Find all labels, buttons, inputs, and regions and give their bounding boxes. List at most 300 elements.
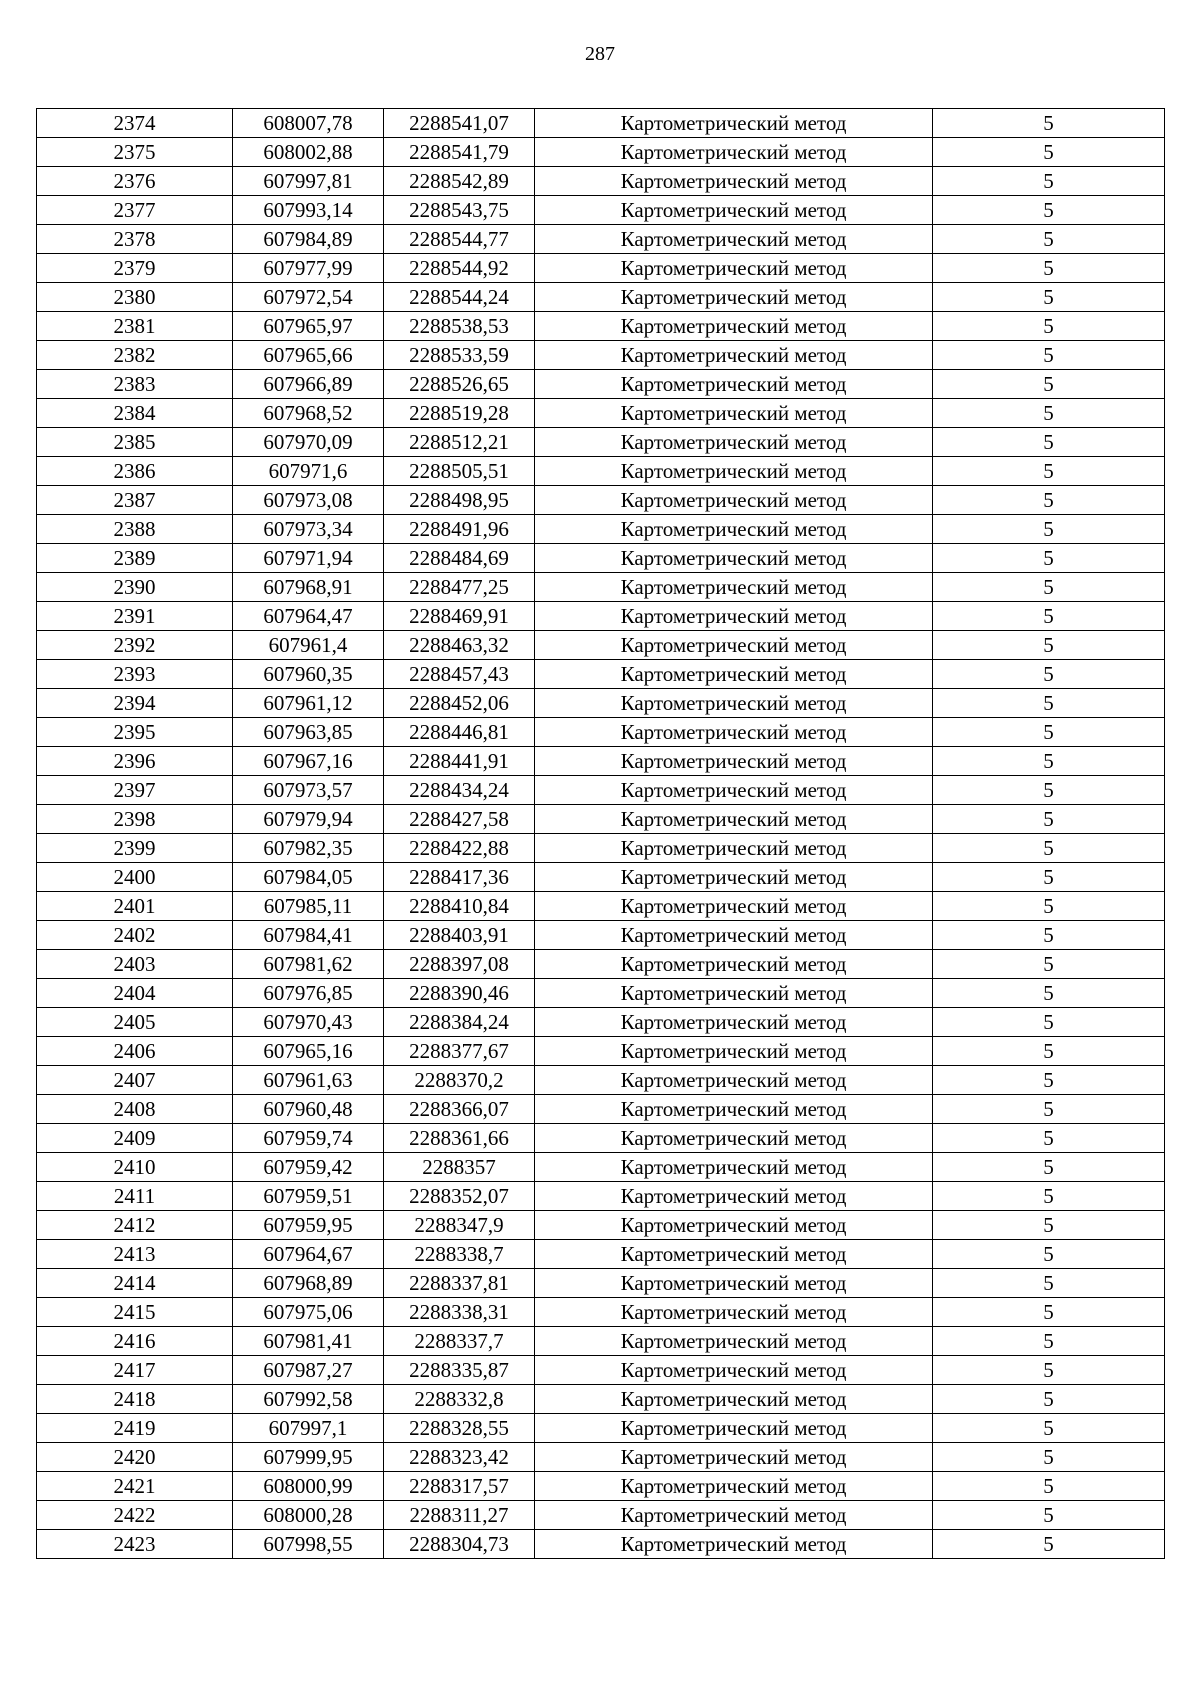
accuracy-cell: 5	[933, 689, 1165, 718]
table-row	[37, 602, 1165, 631]
y-coordinate-cell: 2288390,46	[384, 979, 535, 1008]
table-row	[37, 1037, 1165, 1066]
accuracy-cell: 5	[933, 457, 1165, 486]
method-cell: Картометрический метод	[535, 486, 933, 515]
method-cell: Картометрический метод	[535, 689, 933, 718]
point-number-cell: 2392	[37, 631, 233, 660]
point-number-cell: 2405	[37, 1008, 233, 1037]
point-number-cell: 2391	[37, 602, 233, 631]
table-row	[37, 341, 1165, 370]
table-row	[37, 689, 1165, 718]
method-cell: Картометрический метод	[535, 892, 933, 921]
accuracy-cell: 5	[933, 428, 1165, 457]
point-number-cell: 2394	[37, 689, 233, 718]
x-coordinate-cell: 607993,14	[233, 196, 384, 225]
accuracy-cell: 5	[933, 341, 1165, 370]
method-cell: Картометрический метод	[535, 1124, 933, 1153]
method-cell: Картометрический метод	[535, 1472, 933, 1501]
y-coordinate-cell: 2288544,24	[384, 283, 535, 312]
accuracy-cell: 5	[933, 399, 1165, 428]
point-number-cell: 2389	[37, 544, 233, 573]
method-cell: Картометрический метод	[535, 283, 933, 312]
method-cell: Картометрический метод	[535, 602, 933, 631]
point-number-cell: 2384	[37, 399, 233, 428]
table-row	[37, 950, 1165, 979]
x-coordinate-cell: 607998,55	[233, 1530, 384, 1559]
y-coordinate-cell: 2288512,21	[384, 428, 535, 457]
point-number-cell: 2419	[37, 1414, 233, 1443]
point-number-cell: 2380	[37, 283, 233, 312]
y-coordinate-cell: 2288544,92	[384, 254, 535, 283]
point-number-cell: 2399	[37, 834, 233, 863]
point-number-cell: 2398	[37, 805, 233, 834]
accuracy-cell: 5	[933, 1501, 1165, 1530]
point-number-cell: 2396	[37, 747, 233, 776]
y-coordinate-cell: 2288338,7	[384, 1240, 535, 1269]
x-coordinate-cell: 608000,99	[233, 1472, 384, 1501]
table-row	[37, 283, 1165, 312]
x-coordinate-cell: 607961,63	[233, 1066, 384, 1095]
y-coordinate-cell: 2288337,81	[384, 1269, 535, 1298]
table-row	[37, 457, 1165, 486]
accuracy-cell: 5	[933, 1443, 1165, 1472]
y-coordinate-cell: 2288538,53	[384, 312, 535, 341]
y-coordinate-cell: 2288544,77	[384, 225, 535, 254]
x-coordinate-cell: 607981,62	[233, 950, 384, 979]
y-coordinate-cell: 2288491,96	[384, 515, 535, 544]
table-row	[37, 892, 1165, 921]
y-coordinate-cell: 2288361,66	[384, 1124, 535, 1153]
accuracy-cell: 5	[933, 805, 1165, 834]
method-cell: Картометрический метод	[535, 109, 933, 138]
table-row	[37, 1269, 1165, 1298]
method-cell: Картометрический метод	[535, 1240, 933, 1269]
table-row	[37, 109, 1165, 138]
point-number-cell: 2415	[37, 1298, 233, 1327]
accuracy-cell: 5	[933, 1066, 1165, 1095]
point-number-cell: 2407	[37, 1066, 233, 1095]
y-coordinate-cell: 2288417,36	[384, 863, 535, 892]
table-row	[37, 196, 1165, 225]
point-number-cell: 2421	[37, 1472, 233, 1501]
x-coordinate-cell: 607968,89	[233, 1269, 384, 1298]
accuracy-cell: 5	[933, 515, 1165, 544]
x-coordinate-cell: 607992,58	[233, 1385, 384, 1414]
y-coordinate-cell: 2288328,55	[384, 1414, 535, 1443]
x-coordinate-cell: 607982,35	[233, 834, 384, 863]
method-cell: Картометрический метод	[535, 1356, 933, 1385]
table-row	[37, 254, 1165, 283]
page-number: 287	[585, 43, 615, 65]
table-row	[37, 863, 1165, 892]
point-number-cell: 2414	[37, 1269, 233, 1298]
x-coordinate-cell: 607965,66	[233, 341, 384, 370]
point-number-cell: 2381	[37, 312, 233, 341]
accuracy-cell: 5	[933, 1356, 1165, 1385]
accuracy-cell: 5	[933, 167, 1165, 196]
y-coordinate-cell: 2288541,79	[384, 138, 535, 167]
method-cell: Картометрический метод	[535, 225, 933, 254]
x-coordinate-cell: 607997,1	[233, 1414, 384, 1443]
table-row	[37, 1298, 1165, 1327]
y-coordinate-cell: 2288422,88	[384, 834, 535, 863]
method-cell: Картометрический метод	[535, 979, 933, 1008]
table-row	[37, 1095, 1165, 1124]
point-number-cell: 2379	[37, 254, 233, 283]
table-row	[37, 312, 1165, 341]
x-coordinate-cell: 607959,42	[233, 1153, 384, 1182]
point-number-cell: 2387	[37, 486, 233, 515]
table-row	[37, 631, 1165, 660]
y-coordinate-cell: 2288519,28	[384, 399, 535, 428]
point-number-cell: 2386	[37, 457, 233, 486]
point-number-cell: 2378	[37, 225, 233, 254]
method-cell: Картометрический метод	[535, 1414, 933, 1443]
accuracy-cell: 5	[933, 1124, 1165, 1153]
method-cell: Картометрический метод	[535, 573, 933, 602]
table-row	[37, 747, 1165, 776]
x-coordinate-cell: 607970,43	[233, 1008, 384, 1037]
table-row	[37, 1211, 1165, 1240]
x-coordinate-cell: 607961,4	[233, 631, 384, 660]
method-cell: Картометрический метод	[535, 196, 933, 225]
accuracy-cell: 5	[933, 1414, 1165, 1443]
method-cell: Картометрический метод	[535, 1298, 933, 1327]
x-coordinate-cell: 607968,52	[233, 399, 384, 428]
point-number-cell: 2417	[37, 1356, 233, 1385]
method-cell: Картометрический метод	[535, 1095, 933, 1124]
accuracy-cell: 5	[933, 1385, 1165, 1414]
table-row	[37, 573, 1165, 602]
x-coordinate-cell: 607971,6	[233, 457, 384, 486]
y-coordinate-cell: 2288410,84	[384, 892, 535, 921]
point-number-cell: 2409	[37, 1124, 233, 1153]
point-number-cell: 2403	[37, 950, 233, 979]
table-row	[37, 544, 1165, 573]
point-number-cell: 2410	[37, 1153, 233, 1182]
x-coordinate-cell: 608002,88	[233, 138, 384, 167]
accuracy-cell: 5	[933, 1037, 1165, 1066]
method-cell: Картометрический метод	[535, 631, 933, 660]
method-cell: Картометрический метод	[535, 1443, 933, 1472]
accuracy-cell: 5	[933, 138, 1165, 167]
y-coordinate-cell: 2288347,9	[384, 1211, 535, 1240]
table-row	[37, 399, 1165, 428]
method-cell: Картометрический метод	[535, 1327, 933, 1356]
y-coordinate-cell: 2288427,58	[384, 805, 535, 834]
point-number-cell: 2382	[37, 341, 233, 370]
y-coordinate-cell: 2288403,91	[384, 921, 535, 950]
point-number-cell: 2388	[37, 515, 233, 544]
table-row	[37, 776, 1165, 805]
accuracy-cell: 5	[933, 1327, 1165, 1356]
x-coordinate-cell: 607966,89	[233, 370, 384, 399]
method-cell: Картометрический метод	[535, 950, 933, 979]
method-cell: Картометрический метод	[535, 370, 933, 399]
x-coordinate-cell: 607984,89	[233, 225, 384, 254]
x-coordinate-cell: 607971,94	[233, 544, 384, 573]
accuracy-cell: 5	[933, 950, 1165, 979]
method-cell: Картометрический метод	[535, 776, 933, 805]
point-number-cell: 2390	[37, 573, 233, 602]
accuracy-cell: 5	[933, 979, 1165, 1008]
y-coordinate-cell: 2288541,07	[384, 109, 535, 138]
point-number-cell: 2395	[37, 718, 233, 747]
y-coordinate-cell: 2288533,59	[384, 341, 535, 370]
y-coordinate-cell: 2288335,87	[384, 1356, 535, 1385]
y-coordinate-cell: 2288452,06	[384, 689, 535, 718]
x-coordinate-cell: 607960,48	[233, 1095, 384, 1124]
y-coordinate-cell: 2288366,07	[384, 1095, 535, 1124]
accuracy-cell: 5	[933, 1472, 1165, 1501]
y-coordinate-cell: 2288446,81	[384, 718, 535, 747]
method-cell: Картометрический метод	[535, 428, 933, 457]
accuracy-cell: 5	[933, 1095, 1165, 1124]
table-row	[37, 138, 1165, 167]
x-coordinate-cell: 607959,51	[233, 1182, 384, 1211]
table-row	[37, 1240, 1165, 1269]
accuracy-cell: 5	[933, 1153, 1165, 1182]
method-cell: Картометрический метод	[535, 341, 933, 370]
point-number-cell: 2411	[37, 1182, 233, 1211]
method-cell: Картометрический метод	[535, 1066, 933, 1095]
y-coordinate-cell: 2288441,91	[384, 747, 535, 776]
accuracy-cell: 5	[933, 312, 1165, 341]
x-coordinate-cell: 607977,99	[233, 254, 384, 283]
method-cell: Картометрический метод	[535, 1211, 933, 1240]
y-coordinate-cell: 2288542,89	[384, 167, 535, 196]
y-coordinate-cell: 2288384,24	[384, 1008, 535, 1037]
x-coordinate-cell: 607961,12	[233, 689, 384, 718]
table-row	[37, 486, 1165, 515]
point-number-cell: 2420	[37, 1443, 233, 1472]
y-coordinate-cell: 2288543,75	[384, 196, 535, 225]
x-coordinate-cell: 607973,08	[233, 486, 384, 515]
method-cell: Картометрический метод	[535, 312, 933, 341]
x-coordinate-cell: 607975,06	[233, 1298, 384, 1327]
accuracy-cell: 5	[933, 1182, 1165, 1211]
point-number-cell: 2413	[37, 1240, 233, 1269]
accuracy-cell: 5	[933, 602, 1165, 631]
x-coordinate-cell: 607965,16	[233, 1037, 384, 1066]
x-coordinate-cell: 607964,47	[233, 602, 384, 631]
table-row	[37, 225, 1165, 254]
accuracy-cell: 5	[933, 1530, 1165, 1559]
method-cell: Картометрический метод	[535, 834, 933, 863]
accuracy-cell: 5	[933, 863, 1165, 892]
accuracy-cell: 5	[933, 1269, 1165, 1298]
point-number-cell: 2422	[37, 1501, 233, 1530]
point-number-cell: 2402	[37, 921, 233, 950]
accuracy-cell: 5	[933, 1008, 1165, 1037]
x-coordinate-cell: 607984,41	[233, 921, 384, 950]
point-number-cell: 2408	[37, 1095, 233, 1124]
table-row	[37, 1356, 1165, 1385]
y-coordinate-cell: 2288337,7	[384, 1327, 535, 1356]
accuracy-cell: 5	[933, 225, 1165, 254]
y-coordinate-cell: 2288332,8	[384, 1385, 535, 1414]
method-cell: Картометрический метод	[535, 660, 933, 689]
point-number-cell: 2406	[37, 1037, 233, 1066]
table-row	[37, 805, 1165, 834]
table-row	[37, 1443, 1165, 1472]
method-cell: Картометрический метод	[535, 1182, 933, 1211]
accuracy-cell: 5	[933, 1240, 1165, 1269]
point-number-cell: 2375	[37, 138, 233, 167]
y-coordinate-cell: 2288377,67	[384, 1037, 535, 1066]
y-coordinate-cell: 2288317,57	[384, 1472, 535, 1501]
y-coordinate-cell: 2288498,95	[384, 486, 535, 515]
method-cell: Картометрический метод	[535, 515, 933, 544]
accuracy-cell: 5	[933, 254, 1165, 283]
y-coordinate-cell: 2288338,31	[384, 1298, 535, 1327]
point-number-cell: 2418	[37, 1385, 233, 1414]
point-number-cell: 2400	[37, 863, 233, 892]
point-number-cell: 2383	[37, 370, 233, 399]
y-coordinate-cell: 2288457,43	[384, 660, 535, 689]
table-row	[37, 370, 1165, 399]
table-row	[37, 1530, 1165, 1559]
x-coordinate-cell: 607959,95	[233, 1211, 384, 1240]
table-row	[37, 1472, 1165, 1501]
accuracy-cell: 5	[933, 747, 1165, 776]
coordinates-table-body	[37, 109, 1165, 1559]
x-coordinate-cell: 607972,54	[233, 283, 384, 312]
point-number-cell: 2393	[37, 660, 233, 689]
y-coordinate-cell: 2288397,08	[384, 950, 535, 979]
y-coordinate-cell: 2288477,25	[384, 573, 535, 602]
y-coordinate-cell: 2288357	[384, 1153, 535, 1182]
method-cell: Картометрический метод	[535, 1530, 933, 1559]
x-coordinate-cell: 607960,35	[233, 660, 384, 689]
point-number-cell: 2397	[37, 776, 233, 805]
x-coordinate-cell: 607999,95	[233, 1443, 384, 1472]
point-number-cell: 2377	[37, 196, 233, 225]
method-cell: Картометрический метод	[535, 457, 933, 486]
table-row	[37, 718, 1165, 747]
x-coordinate-cell: 607968,91	[233, 573, 384, 602]
table-row	[37, 1124, 1165, 1153]
method-cell: Картометрический метод	[535, 1153, 933, 1182]
accuracy-cell: 5	[933, 921, 1165, 950]
y-coordinate-cell: 2288370,2	[384, 1066, 535, 1095]
point-number-cell: 2404	[37, 979, 233, 1008]
x-coordinate-cell: 607965,97	[233, 312, 384, 341]
x-coordinate-cell: 607981,41	[233, 1327, 384, 1356]
coordinates-table	[36, 108, 1165, 1559]
table-row	[37, 167, 1165, 196]
accuracy-cell: 5	[933, 283, 1165, 312]
table-row	[37, 834, 1165, 863]
y-coordinate-cell: 2288434,24	[384, 776, 535, 805]
accuracy-cell: 5	[933, 718, 1165, 747]
y-coordinate-cell: 2288463,32	[384, 631, 535, 660]
method-cell: Картометрический метод	[535, 1269, 933, 1298]
x-coordinate-cell: 608007,78	[233, 109, 384, 138]
method-cell: Картометрический метод	[535, 863, 933, 892]
point-number-cell: 2376	[37, 167, 233, 196]
x-coordinate-cell: 607973,34	[233, 515, 384, 544]
table-row	[37, 660, 1165, 689]
accuracy-cell: 5	[933, 573, 1165, 602]
method-cell: Картометрический метод	[535, 718, 933, 747]
table-row	[37, 1385, 1165, 1414]
accuracy-cell: 5	[933, 892, 1165, 921]
method-cell: Картометрический метод	[535, 1501, 933, 1530]
accuracy-cell: 5	[933, 370, 1165, 399]
x-coordinate-cell: 607959,74	[233, 1124, 384, 1153]
method-cell: Картометрический метод	[535, 921, 933, 950]
method-cell: Картометрический метод	[535, 747, 933, 776]
accuracy-cell: 5	[933, 776, 1165, 805]
accuracy-cell: 5	[933, 1211, 1165, 1240]
y-coordinate-cell: 2288352,07	[384, 1182, 535, 1211]
x-coordinate-cell: 607964,67	[233, 1240, 384, 1269]
x-coordinate-cell: 607970,09	[233, 428, 384, 457]
method-cell: Картометрический метод	[535, 138, 933, 167]
x-coordinate-cell: 607979,94	[233, 805, 384, 834]
point-number-cell: 2374	[37, 109, 233, 138]
accuracy-cell: 5	[933, 196, 1165, 225]
x-coordinate-cell: 607985,11	[233, 892, 384, 921]
y-coordinate-cell: 2288311,27	[384, 1501, 535, 1530]
point-number-cell: 2401	[37, 892, 233, 921]
y-coordinate-cell: 2288505,51	[384, 457, 535, 486]
y-coordinate-cell: 2288469,91	[384, 602, 535, 631]
x-coordinate-cell: 607973,57	[233, 776, 384, 805]
accuracy-cell: 5	[933, 1298, 1165, 1327]
point-number-cell: 2423	[37, 1530, 233, 1559]
x-coordinate-cell: 607984,05	[233, 863, 384, 892]
point-number-cell: 2412	[37, 1211, 233, 1240]
table-row	[37, 1182, 1165, 1211]
table-row	[37, 1008, 1165, 1037]
table-row	[37, 1414, 1165, 1443]
method-cell: Картометрический метод	[535, 1385, 933, 1414]
point-number-cell: 2416	[37, 1327, 233, 1356]
method-cell: Картометрический метод	[535, 805, 933, 834]
table-row	[37, 1501, 1165, 1530]
x-coordinate-cell: 607967,16	[233, 747, 384, 776]
y-coordinate-cell: 2288323,42	[384, 1443, 535, 1472]
method-cell: Картометрический метод	[535, 544, 933, 573]
accuracy-cell: 5	[933, 109, 1165, 138]
table-row	[37, 515, 1165, 544]
method-cell: Картометрический метод	[535, 399, 933, 428]
method-cell: Картометрический метод	[535, 1008, 933, 1037]
table-row	[37, 1153, 1165, 1182]
accuracy-cell: 5	[933, 834, 1165, 863]
x-coordinate-cell: 607976,85	[233, 979, 384, 1008]
y-coordinate-cell: 2288484,69	[384, 544, 535, 573]
y-coordinate-cell: 2288526,65	[384, 370, 535, 399]
point-number-cell: 2385	[37, 428, 233, 457]
y-coordinate-cell: 2288304,73	[384, 1530, 535, 1559]
method-cell: Картометрический метод	[535, 1037, 933, 1066]
method-cell: Картометрический метод	[535, 254, 933, 283]
table-row	[37, 428, 1165, 457]
table-row	[37, 921, 1165, 950]
accuracy-cell: 5	[933, 660, 1165, 689]
table-row	[37, 1066, 1165, 1095]
x-coordinate-cell: 608000,28	[233, 1501, 384, 1530]
accuracy-cell: 5	[933, 631, 1165, 660]
x-coordinate-cell: 607963,85	[233, 718, 384, 747]
table-row	[37, 1327, 1165, 1356]
accuracy-cell: 5	[933, 544, 1165, 573]
table-row	[37, 979, 1165, 1008]
x-coordinate-cell: 607997,81	[233, 167, 384, 196]
